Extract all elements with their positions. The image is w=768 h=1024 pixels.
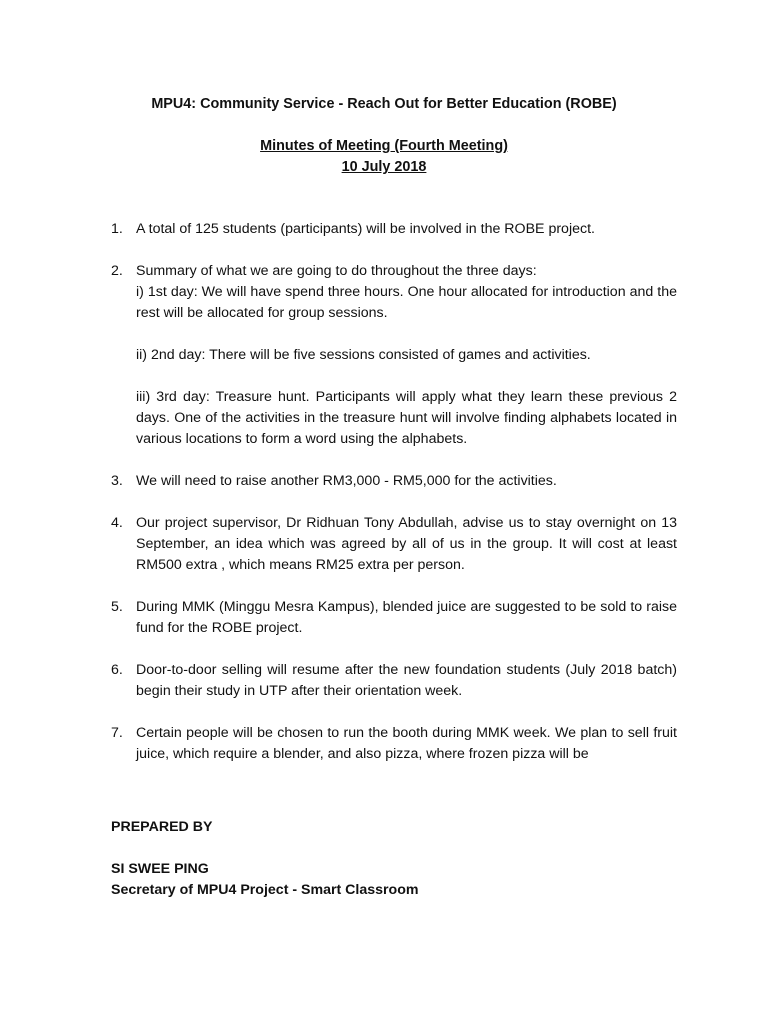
prepared-by-label: PREPARED BY — [111, 819, 213, 835]
list-item — [111, 723, 677, 765]
minutes-list — [111, 219, 677, 786]
list-item — [111, 660, 677, 702]
item-text: During MMK (Minggu Mesra Kampus), blended juice are suggested to be sold to raise fund for the ROBE project. — [136, 599, 677, 636]
meeting-subtitle: Minutes of Meeting (Fourth Meeting) — [260, 138, 508, 154]
item-number: 5. — [111, 599, 123, 615]
item-subpoint-day-3: iii) 3rd day: Treasure hunt. Participants will apply what they learn these previous 2 days. One of the activities in the treasure hunt will involve finding alphabets located in various locations to form a word using the alphabets. — [136, 389, 677, 447]
item-number: 1. — [111, 221, 123, 237]
item-number: 7. — [111, 725, 123, 741]
item-subpoint-day-1: i) 1st day: We will have spend three hours. One hour allocated for introduction and the rest will be allocated for group sessions. — [136, 284, 677, 321]
list-item — [111, 513, 677, 576]
item-number: 6. — [111, 662, 123, 678]
list-item — [111, 597, 677, 639]
item-text: Our project supervisor, Dr Ridhuan Tony Abdullah, advise us to stay overnight on 13 September, an idea which was agreed by all of us in the group. It will cost at least RM500 extra , which means RM25 extra per person. — [136, 515, 677, 573]
list-item — [111, 261, 677, 450]
item-number: 4. — [111, 515, 123, 531]
item-number: 2. — [111, 263, 123, 279]
item-subpoint-day-2: ii) 2nd day: There will be five sessions consisted of games and activities. — [136, 347, 591, 363]
item-text: Door-to-door selling will resume after the new foundation students (July 2018 batch) begin their study in UTP after their orientation week. — [136, 662, 677, 699]
list-item — [111, 219, 677, 240]
item-text: Summary of what we are going to do throughout the three days: — [136, 263, 537, 279]
item-text: A total of 125 students (participants) will be involved in the ROBE project. — [136, 221, 595, 237]
item-text: Certain people will be chosen to run the booth during MMK week. We plan to sell fruit juice, which require a blender, and also pizza, where frozen pizza will be — [136, 725, 677, 762]
list-item — [111, 471, 677, 492]
item-number: 3. — [111, 473, 123, 489]
signatory-role: Secretary of MPU4 Project - Smart Classroom — [111, 882, 419, 898]
signatory-name: SI SWEE PING — [111, 861, 209, 877]
document-title: MPU4: Community Service - Reach Out for Better Education (ROBE) — [151, 96, 617, 112]
meeting-date: 10 July 2018 — [341, 159, 427, 175]
item-text: We will need to raise another RM3,000 - RM5,000 for the activities. — [136, 473, 557, 489]
